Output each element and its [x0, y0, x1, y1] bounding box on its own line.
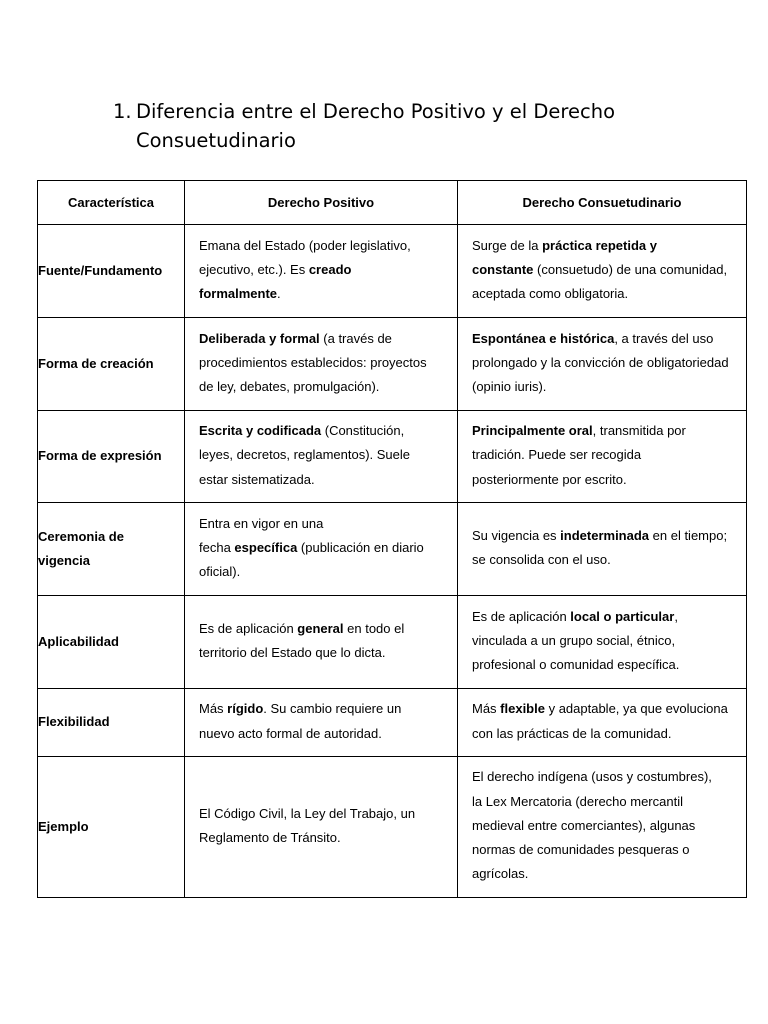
emphasis-text: creado formalmente — [199, 261, 352, 302]
cell-derecho-consuetudinario — [458, 596, 747, 689]
emphasis-text: práctica repetida y constante — [472, 237, 657, 277]
cell-text: Es de aplicación — [199, 620, 298, 636]
comparison-table — [37, 180, 747, 898]
cell-derecho-consuetudinario — [458, 411, 747, 503]
emphasis-text: Espontánea e histórica — [472, 330, 615, 346]
cell-derecho-positivo — [185, 503, 458, 596]
emphasis-text: indeterminada — [560, 527, 650, 543]
header-caracteristica: Característica — [38, 181, 185, 225]
table-header-row — [38, 181, 747, 225]
table-row — [38, 318, 747, 411]
row-feature-label: Aplicabilidad — [38, 596, 185, 689]
cell-derecho-consuetudinario — [458, 757, 747, 898]
cell-text: Emana del Estado (poder legislativo, ejecutivo, etc.). Es — [199, 237, 411, 277]
cell-text: Es de aplicación — [472, 608, 571, 624]
cell-derecho-consuetudinario — [458, 225, 747, 318]
cell-text: en el tiempo; se consolida con el uso. — [472, 527, 728, 567]
cell-derecho-positivo — [185, 596, 458, 689]
cell-derecho-consuetudinario — [458, 503, 747, 596]
table-row — [38, 411, 747, 503]
emphasis-text: rígido — [227, 701, 264, 717]
cell-text: El derecho indígena (usos y costumbres), la Lex Mercatoria (derecho mercantil medieval entre comerciantes), algunas normas de comunidades pesqueras o agrícolas. — [472, 769, 712, 882]
heading-number: 1. — [113, 100, 132, 123]
cell-text: , transmitida por tradición. Puede ser recogida posteriormente por escrito. — [472, 423, 686, 487]
section-heading — [113, 97, 673, 155]
cell-text: (publicación en diario oficial). — [199, 539, 424, 580]
row-feature-label: Ceremonia de vigencia — [38, 503, 185, 596]
emphasis-text: flexible — [500, 701, 545, 717]
table-row — [38, 757, 747, 898]
row-feature-label: Forma de creación — [38, 318, 185, 411]
heading-title: Diferencia entre el Derecho Positivo y el Derecho Consuetudinario — [136, 100, 615, 152]
emphasis-text: Principalmente oral — [472, 423, 593, 439]
row-feature-label: Ejemplo — [38, 757, 185, 898]
cell-text: (consuetudo) de una comunidad, aceptada como obligatoria. — [472, 261, 728, 302]
cell-derecho-consuetudinario — [458, 689, 747, 757]
emphasis-text: Escrita y codificada — [199, 423, 322, 439]
cell-text: , a través del uso prolongado y la convicción de obligatoriedad (opinio iuris). — [472, 330, 729, 395]
cell-text: (a través de procedimientos establecidos: proyectos de ley, debates, promulgación). — [199, 330, 427, 395]
cell-derecho-positivo — [185, 689, 458, 757]
table-row — [38, 225, 747, 318]
cell-text: El Código Civil, la Ley del Trabajo, un Reglamento de Tránsito. — [199, 805, 416, 845]
emphasis-text: específica — [234, 539, 298, 555]
cell-derecho-consuetudinario — [458, 318, 747, 411]
table-row — [38, 596, 747, 689]
cell-text: . Su cambio requiere un nuevo acto formal de autoridad. — [199, 701, 402, 741]
cell-derecho-positivo — [185, 318, 458, 411]
row-feature-label: Flexibilidad — [38, 689, 185, 757]
header-derecho-consuetudinario: Derecho Consuetudinario — [458, 181, 747, 225]
table-row — [38, 689, 747, 757]
cell-text: , vinculada a un grupo social, étnico, profesional o comunidad específica. — [472, 608, 680, 673]
emphasis-text: local o particular — [570, 608, 675, 624]
cell-text: Surge de la — [472, 237, 543, 253]
cell-derecho-positivo — [185, 225, 458, 318]
cell-text: Su vigencia es — [472, 527, 561, 543]
cell-text: Más — [472, 701, 501, 717]
emphasis-text: general — [297, 620, 344, 636]
table-row — [38, 503, 747, 596]
cell-text: (Constitución, leyes, decretos, reglamentos). Suele estar sistematizada. — [199, 423, 410, 487]
cell-text: y adaptable, ya que evoluciona con las prácticas de la comunidad. — [472, 701, 728, 741]
cell-text: en todo el territorio del Estado que lo dicta. — [199, 620, 405, 660]
row-feature-label: Fuente/Fundamento — [38, 225, 185, 318]
cell-text: . — [277, 286, 281, 302]
cell-text: Entra en vigor en una fecha — [199, 515, 324, 555]
cell-text: Más — [199, 701, 228, 717]
row-feature-label: Forma de expresión — [38, 411, 185, 503]
cell-derecho-positivo — [185, 757, 458, 898]
emphasis-text: Deliberada y formal — [199, 330, 320, 346]
cell-derecho-positivo — [185, 411, 458, 503]
header-derecho-positivo: Derecho Positivo — [185, 181, 458, 225]
